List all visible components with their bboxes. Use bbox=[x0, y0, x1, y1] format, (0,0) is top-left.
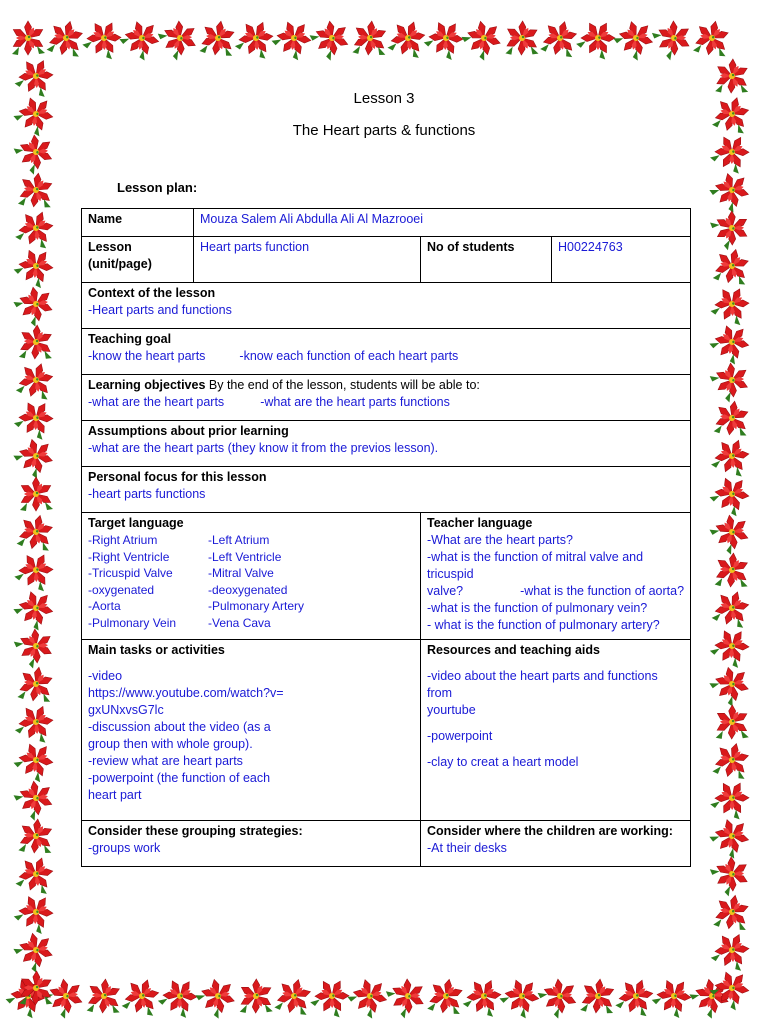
poinsettia-icon bbox=[14, 206, 58, 250]
location-label: Consider where the children are working: bbox=[427, 824, 673, 838]
poinsettia-icon bbox=[239, 979, 273, 1014]
poinsettia-icon bbox=[708, 509, 755, 556]
lesson-plan-table bbox=[81, 208, 691, 867]
poinsettia-icon bbox=[18, 324, 54, 360]
target-item: -Left Ventricle bbox=[208, 549, 282, 564]
poinsettia-icon bbox=[274, 975, 315, 1017]
poinsettia-icon bbox=[86, 978, 122, 1015]
students-label: No of students bbox=[421, 237, 552, 283]
students-value: H00224763 bbox=[552, 237, 691, 283]
target-item: -Vena Cava bbox=[208, 615, 271, 630]
poinsettia-icon bbox=[17, 664, 56, 703]
teacher-language-section bbox=[421, 513, 691, 640]
lesson-plan-label: Lesson plan: bbox=[117, 180, 198, 195]
poinsettia-icon bbox=[651, 15, 698, 61]
poinsettia-icon bbox=[12, 432, 60, 480]
grouping-section bbox=[82, 821, 421, 867]
objective-item: -what are the heart parts functions bbox=[260, 395, 450, 409]
poinsettia-icon bbox=[460, 14, 508, 62]
assumptions-label: Assumptions about prior learning bbox=[88, 424, 289, 438]
lesson-title: The Heart parts & functions bbox=[292, 122, 476, 139]
poinsettia-icon bbox=[709, 623, 756, 670]
target-item: -Pulmonary Vein bbox=[88, 615, 177, 630]
poinsettia-icon bbox=[692, 18, 732, 58]
poinsettia-icon bbox=[17, 171, 55, 209]
poinsettia-icon bbox=[580, 977, 617, 1015]
objectives-label: Learning objectives bbox=[88, 378, 206, 392]
target-item: -Tricuspid Valve bbox=[88, 566, 173, 580]
lesson-label-line: Lesson bbox=[88, 240, 132, 254]
task-line: -review what are heart parts bbox=[88, 754, 243, 768]
task-line: group then with whole group). bbox=[88, 737, 253, 751]
poinsettia-icon bbox=[709, 471, 756, 518]
poinsettia-icon bbox=[13, 395, 59, 442]
poinsettia-icon bbox=[710, 434, 754, 478]
poinsettia-icon bbox=[708, 318, 756, 366]
target-item: -Left Atrium bbox=[208, 533, 270, 547]
poinsettia-icon bbox=[13, 243, 60, 290]
resource-line: -video about the heart parts and functions from bbox=[427, 669, 658, 700]
poinsettia-icon bbox=[308, 15, 355, 62]
poinsettia-icon bbox=[709, 775, 755, 821]
teacher-line: -what is the function of pulmonary vein? bbox=[427, 601, 648, 615]
target-language-label: Target language bbox=[88, 516, 184, 530]
objectives-section bbox=[82, 375, 691, 421]
teacher-line: - what is the function of pulmonary artery? bbox=[427, 618, 660, 632]
poinsettia-icon bbox=[708, 166, 756, 214]
grouping-value: -groups work bbox=[88, 841, 161, 855]
poinsettia-icon bbox=[157, 15, 204, 62]
context-value: -Heart parts and functions bbox=[88, 303, 232, 317]
teacher-line: -what is the function of mitral valve and tricuspid bbox=[427, 550, 644, 581]
objectives-intro: By the end of the lesson, students will be able to: bbox=[205, 378, 480, 392]
poinsettia-icon bbox=[539, 17, 581, 59]
tasks-section bbox=[82, 640, 421, 821]
teacher-line: -What are the heart parts? bbox=[427, 533, 573, 547]
poinsettia-icon bbox=[715, 58, 750, 94]
focus-label: Personal focus for this lesson bbox=[88, 470, 267, 484]
poinsettia-icon bbox=[615, 974, 658, 1018]
poinsettia-icon bbox=[346, 972, 394, 1020]
poinsettia-icon bbox=[13, 623, 60, 670]
poinsettia-icon bbox=[709, 205, 755, 251]
poinsettia-icon bbox=[710, 281, 755, 326]
task-line: -video bbox=[88, 669, 123, 683]
lesson-label bbox=[82, 237, 194, 283]
poinsettia-icon bbox=[711, 587, 754, 630]
task-line: -discussion about the video (as a bbox=[88, 720, 271, 734]
target-item: -Pulmonary Artery bbox=[208, 599, 305, 613]
focus-section bbox=[82, 467, 691, 513]
location-value: -At their desks bbox=[427, 841, 507, 855]
poinsettia-icon bbox=[715, 705, 749, 740]
poinsettia-icon bbox=[12, 775, 59, 822]
teacher-line: valve? bbox=[427, 584, 464, 598]
target-item: -Right Ventricle bbox=[88, 549, 170, 564]
poinsettia-icon bbox=[708, 812, 756, 860]
poinsettia-icon bbox=[714, 552, 750, 589]
poinsettia-icon bbox=[199, 18, 238, 57]
tasks-label: Main tasks or activities bbox=[88, 643, 225, 657]
lesson-number: Lesson 3 bbox=[353, 90, 415, 107]
poinsettia-icon bbox=[12, 21, 45, 55]
poinsettia-icon bbox=[14, 700, 58, 745]
goal-label: Teaching goal bbox=[88, 332, 172, 346]
task-line: https://www.youtube.com/watch?v= bbox=[88, 686, 284, 700]
poinsettia-icon bbox=[713, 892, 752, 932]
poinsettia-icon bbox=[234, 16, 278, 61]
task-line: heart part bbox=[88, 788, 142, 802]
poinsettia-icon bbox=[575, 15, 621, 61]
teacher-line: -what is the function of aorta? bbox=[520, 584, 685, 598]
target-item: -deoxygenated bbox=[208, 582, 288, 597]
poinsettia-icon bbox=[12, 584, 60, 632]
poinsettia-icon bbox=[12, 926, 60, 974]
poinsettia-icon bbox=[13, 736, 60, 783]
resource-line: -clay to creat a heart model bbox=[427, 755, 579, 769]
poinsettia-icon bbox=[712, 739, 753, 781]
context-label: Context of the lesson bbox=[88, 286, 216, 300]
poinsettia-icon bbox=[712, 246, 752, 287]
poinsettia-icon bbox=[194, 972, 242, 1020]
poinsettia-icon bbox=[709, 357, 756, 404]
target-item: -oxygenated bbox=[88, 582, 155, 597]
poinsettia-icon bbox=[271, 14, 318, 61]
goal-value: -know the heart parts bbox=[88, 349, 206, 363]
poinsettia-icon bbox=[118, 14, 166, 62]
target-item: -Right Atrium bbox=[88, 533, 158, 547]
poinsettia-icon bbox=[16, 512, 57, 553]
poinsettia-icon bbox=[462, 974, 507, 1019]
poinsettia-icon bbox=[499, 972, 546, 1019]
poinsettia-icon bbox=[12, 280, 60, 327]
poinsettia-icon bbox=[46, 18, 87, 59]
name-label: Name bbox=[82, 209, 194, 237]
poinsettia-icon bbox=[612, 14, 660, 62]
target-item: -Mitral Valve bbox=[208, 566, 274, 580]
poinsettia-icon bbox=[15, 852, 58, 895]
poinsettia-icon bbox=[13, 889, 60, 936]
context-section bbox=[82, 283, 691, 329]
poinsettia-icon bbox=[709, 851, 756, 898]
poinsettia-icon bbox=[121, 975, 164, 1018]
name-value: Mouza Salem Ali Abdulla Ali Al Mazrooei bbox=[194, 209, 691, 237]
target-item: -Aorta bbox=[88, 599, 121, 613]
task-line: gxUNxvsG7lc bbox=[88, 703, 164, 717]
poinsettia-icon bbox=[710, 928, 755, 973]
lesson-value: Heart parts function bbox=[194, 237, 421, 283]
poinsettia-icon bbox=[708, 660, 756, 708]
resource-line: yourtube bbox=[427, 703, 476, 717]
poinsettia-icon bbox=[385, 973, 432, 1020]
poinsettia-icon bbox=[309, 973, 355, 1019]
task-line: -powerpoint (the function of each bbox=[88, 771, 271, 785]
resources-section bbox=[421, 640, 691, 821]
poinsettia-icon bbox=[713, 399, 751, 438]
target-language-section bbox=[82, 513, 421, 640]
poinsettia-icon bbox=[537, 973, 584, 1020]
goal-value: -know each function of each heart parts bbox=[239, 349, 459, 363]
teacher-language-label: Teacher language bbox=[427, 516, 533, 530]
poinsettia-icon bbox=[352, 19, 389, 56]
focus-value: -heart parts functions bbox=[88, 487, 206, 501]
poinsettia-icon bbox=[81, 15, 127, 61]
resources-label: Resources and teaching aids bbox=[427, 643, 600, 657]
location-section bbox=[421, 821, 691, 867]
poinsettia-icon bbox=[427, 976, 466, 1016]
poinsettia-icon bbox=[18, 817, 55, 854]
poinsettia-icon bbox=[20, 477, 53, 511]
poinsettia-icon bbox=[13, 547, 59, 593]
goal-section bbox=[82, 329, 691, 375]
assumptions-section bbox=[82, 421, 691, 467]
lesson-label-line: (unit/page) bbox=[88, 257, 152, 271]
resource-line: -powerpoint bbox=[427, 729, 493, 743]
poinsettia-icon bbox=[505, 20, 540, 55]
poinsettia-icon bbox=[15, 359, 57, 402]
grouping-label: Consider these grouping strategies: bbox=[88, 824, 303, 838]
poinsettia-icon bbox=[387, 16, 430, 59]
objective-item: -what are the heart parts bbox=[88, 395, 225, 409]
assumptions-value: -what are the heart parts (they know it from the previos lesson). bbox=[88, 441, 439, 455]
